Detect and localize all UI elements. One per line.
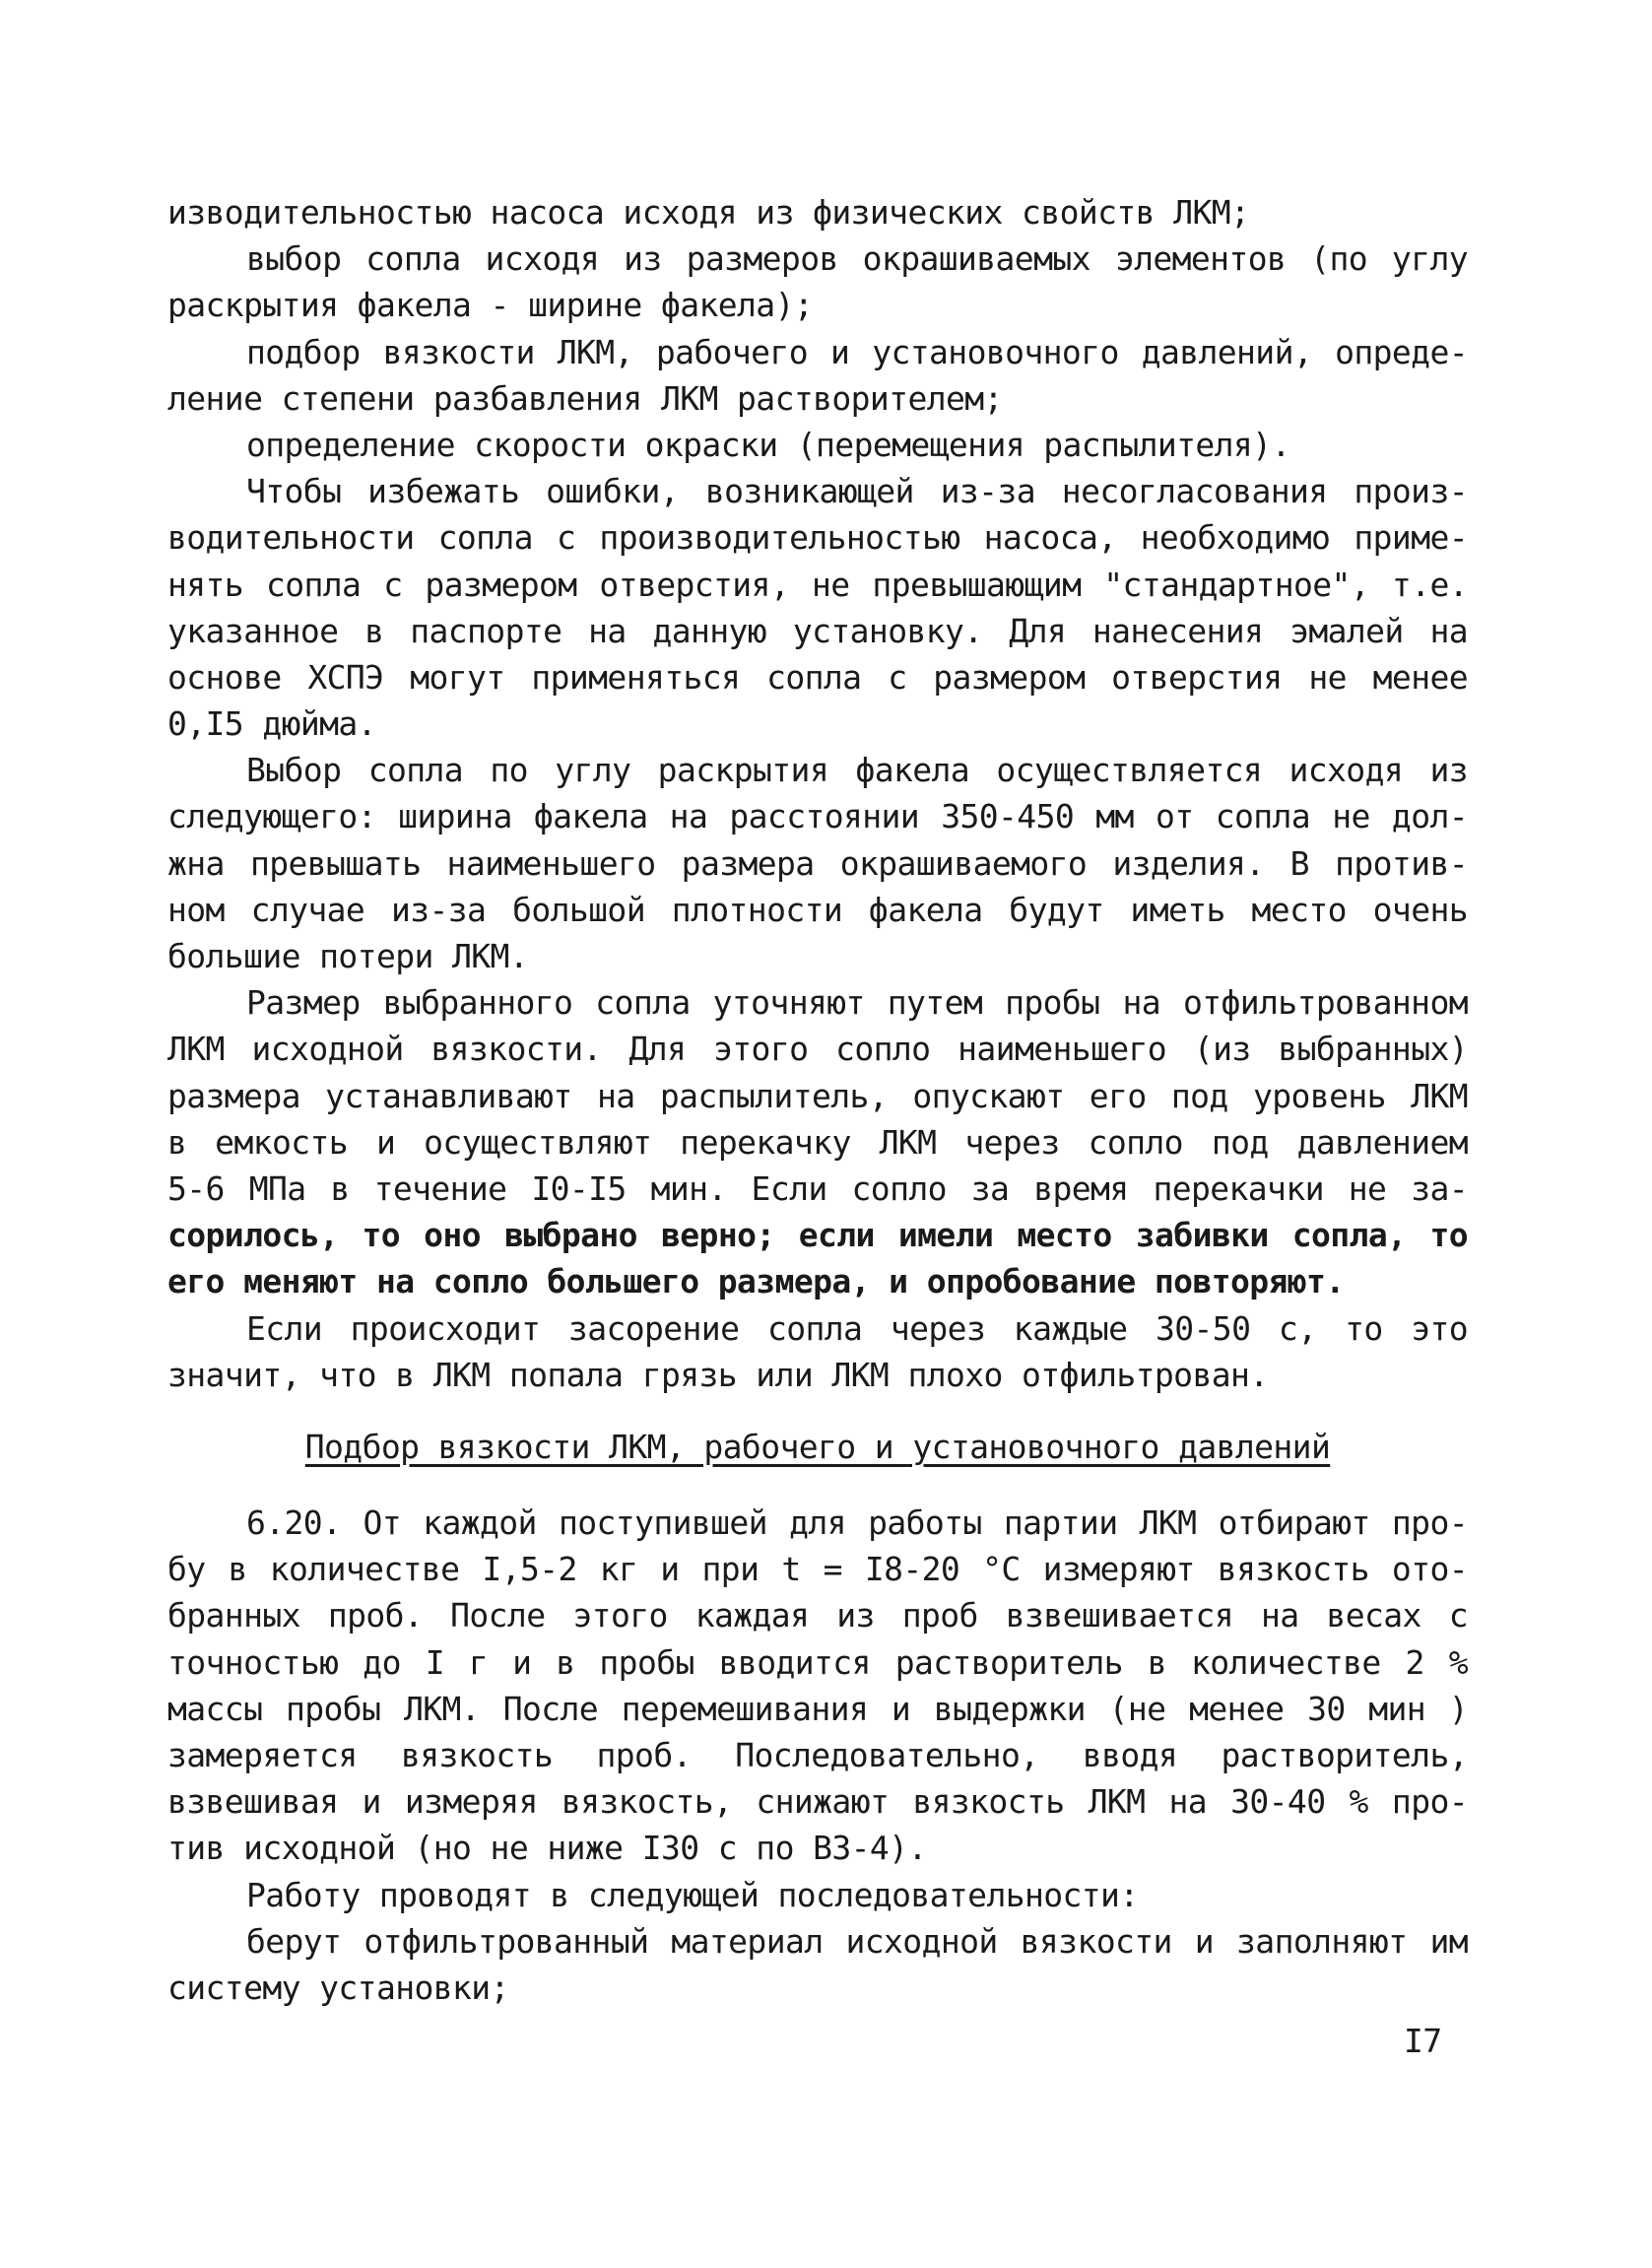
text-line: Если происходит засорение сопла через каждые 30-50 с, то это [246, 1308, 1468, 1348]
text-line: бранных проб. После этого каждая из проб взвешивается на весах с [167, 1596, 1468, 1635]
text-line: точностью до I г и в пробы вводится растворитель в количестве 2 % [167, 1642, 1468, 1682]
text-line: размера устанавливают на распылитель, опускают его под уровень ЛКМ [167, 1076, 1468, 1115]
text-line: 0,I5 дюйма. [167, 704, 376, 744]
text-line: следующего: ширина факела на расстоянии 350-450 мм от сопла не дол- [167, 797, 1468, 836]
text-line: определение скорости окраски (перемещения распылителя). [246, 425, 1290, 464]
text-line: большие потери ЛКМ. [167, 937, 529, 975]
text-line: 5-6 МПа в течение I0-I5 мин. Если сопло за время перекачки не за- [167, 1168, 1468, 1208]
text-line: ЛКМ исходной вязкости. Для этого сопло наименьшего (из выбранных) [167, 1030, 1468, 1069]
text-line: выбор сопла исходя из размеров окрашиваемых элементов (по углу [246, 239, 1468, 279]
text-line: изводительностью насоса исходя из физических свойств ЛКМ; [167, 193, 1250, 232]
text-line: указанное в паспорте на данную установку. Для нанесения эмалей на [167, 611, 1468, 650]
text-line: массы пробы ЛКМ. После перемешивания и выдержки (не менее 30 мин ) [167, 1689, 1468, 1728]
text-line: в емкость и осуществляют перекачку ЛКМ через сопло под давлением [167, 1122, 1468, 1162]
text-line: систему установки; [167, 1968, 509, 2007]
text-line: Работу проводят в следующей последовательности: [246, 1875, 1139, 1914]
text-line: замеряется вязкость проб. Последовательно, вводя растворитель, [167, 1736, 1468, 1774]
text-line: Чтобы избежать ошибки, возникающей из-за несогласования произ- [246, 472, 1468, 511]
text-line: Размер выбранного сопла уточняют путем пробы на отфильтрованном [246, 983, 1468, 1023]
body-text [167, 189, 1468, 2011]
text-line: тив исходной (но не ниже I30 с по ВЗ-4). [167, 1829, 927, 1868]
text-line: раскрытия факела - ширине факела); [167, 286, 814, 325]
text-line: нять сопла с размером отверстия, не превышающим "стандартное", т.е. [167, 565, 1468, 604]
section-heading: Подбор вязкости ЛКМ, рабочего и установочного давлений [304, 1427, 1331, 1466]
text-line: бу в количестве I,5-2 кг и при t = I8-20 °С измеряют вязкость ото- [167, 1550, 1468, 1589]
text-line: 6.20. От каждой поступившей для работы партии ЛКМ отбирают про- [246, 1503, 1468, 1543]
text-line: водительности сопла с производительностью насоса, необходимо приме- [167, 518, 1468, 558]
text-line: взвешивая и измеряя вязкость, снижают вязкость ЛКМ на 30-40 % про- [167, 1782, 1468, 1822]
text-line: значит, что в ЛКМ попала грязь или ЛКМ плохо отфильтрован. [167, 1355, 1269, 1394]
text-line: Выбор сопла по углу раскрытия факела осуществляется исходя из [246, 751, 1468, 790]
text-line: жна превышать наименьшего размера окрашиваемого изделия. В против- [167, 843, 1468, 883]
text-line: берут отфильтрованный материал исходной вязкости и заполняют им [246, 1921, 1468, 1961]
text-line: его меняют на сопло большего размера, и опробование повторяют. [167, 1262, 1345, 1301]
text-line: сорилось, то оно выбрано верно; если имели место забивки сопла, то [167, 1216, 1468, 1255]
text-line: ном случае из-за большой плотности факела будут иметь место очень [167, 890, 1468, 929]
text-line: подбор вязкости ЛКМ, рабочего и установочного давлений, опреде- [246, 332, 1468, 371]
text-line: основе ХСПЭ могут применяться сопла с размером отверстия не менее [167, 657, 1468, 697]
page-number: I7 [1404, 2022, 1442, 2060]
text-line: ление степени разбавления ЛКМ растворителем; [167, 378, 1003, 418]
